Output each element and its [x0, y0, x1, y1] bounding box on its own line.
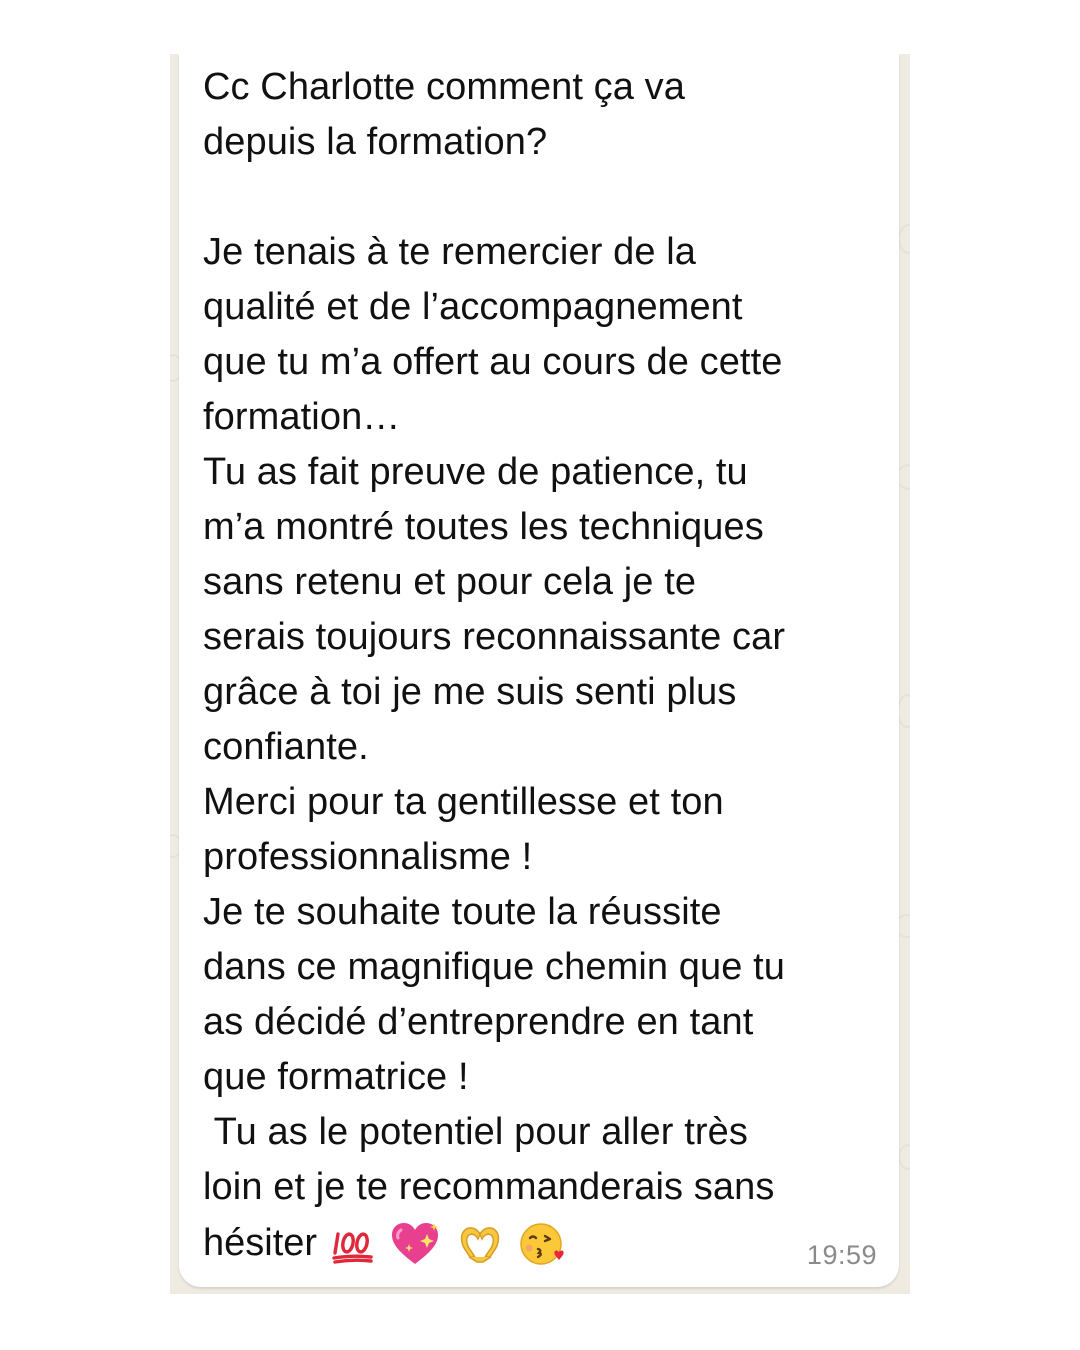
message-last-line — [203, 1216, 567, 1271]
kissing-face-icon — [519, 1220, 567, 1268]
wallpaper-doodle — [898, 1144, 910, 1170]
wallpaper-doodle — [898, 224, 910, 254]
message-text: Cc Charlotte comment ça va depuis la formation? Je tenais à te remercier de la qualité et de l’accompagnement que tu m’a offert au cours de cette formation… Tu as fait preuve de patience, tu m’a montré toutes les techniques sans retenu et pour cela je te serais toujours reconnaissante car grâce à toi je me suis senti plus confiante. Merci pour ta gentillesse et ton professionnalisme ! Je te souhaite toute la réussite dans ce magnifique chemin que tu as décidé d’entreprendre en tant que formatrice ! Tu as le potentiel pour aller très loin et je te recommanderais sans — [203, 66, 786, 1208]
heart-hands-icon — [455, 1224, 505, 1264]
message-last-word: hésiter — [203, 1222, 318, 1264]
sparkling-heart-icon — [389, 1220, 441, 1268]
hundred-points-icon — [331, 1222, 375, 1266]
message-bubble[interactable] — [179, 54, 899, 1287]
message-timestamp: 19:59 — [806, 1240, 877, 1270]
chat-background — [170, 54, 910, 1294]
